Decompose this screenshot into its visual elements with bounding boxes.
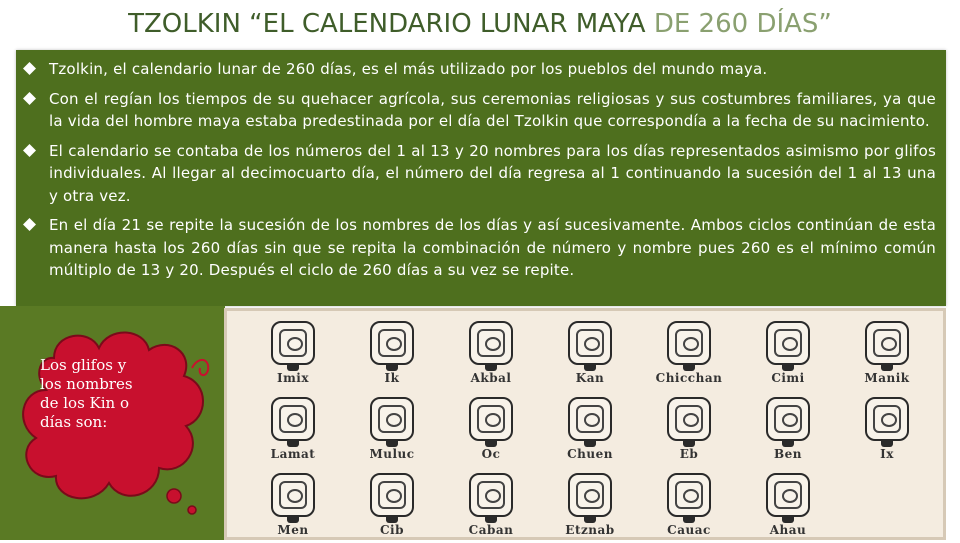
bullet-item-4 bbox=[16, 214, 946, 282]
callout-line: Los glifos y bbox=[40, 356, 127, 374]
glyph-icon bbox=[568, 397, 612, 441]
bullet-text: Con el regían los tiempos de su quehacer agrícola, sus ceremonias religiosas y sus costumbres familiares, ya que la vida del hombre maya estaba predestinada por el día del Tzolkin que correspondía a la fecha de su nacimiento. bbox=[49, 89, 936, 130]
glyph-icon bbox=[568, 321, 612, 365]
glyph-name: Ben bbox=[773, 447, 802, 461]
glyph-icon bbox=[766, 473, 810, 517]
glyph-icon bbox=[469, 321, 513, 365]
glyph-name: Men bbox=[277, 523, 309, 537]
glyph-name: Chicchan bbox=[655, 371, 723, 385]
glyph-name: Lamat bbox=[270, 447, 316, 461]
glyph-name: Cib bbox=[380, 523, 404, 537]
glyph-name: Ahau bbox=[769, 523, 807, 537]
glyph-name: Ix bbox=[880, 447, 894, 461]
glyph-icon bbox=[865, 397, 909, 441]
glyph-etznab bbox=[542, 471, 638, 543]
glyph-icon bbox=[667, 473, 711, 517]
glyph-icon bbox=[370, 397, 414, 441]
glyph-icon bbox=[568, 473, 612, 517]
bullet-item-2 bbox=[16, 88, 946, 133]
glyph-ahau bbox=[740, 471, 836, 543]
callout-line: los nombres bbox=[40, 375, 133, 393]
bullet-text: Tzolkin, el calendario lunar de 260 días, es el más utilizado por los pueblos del mundo maya. bbox=[49, 60, 768, 78]
glyph-chuen bbox=[542, 395, 638, 467]
glyph-icon bbox=[370, 473, 414, 517]
glyph-name: Muluc bbox=[369, 447, 415, 461]
callout-text bbox=[40, 356, 156, 432]
glyph-eb bbox=[641, 395, 737, 467]
glyph-icon bbox=[667, 321, 711, 365]
glyph-imix bbox=[245, 319, 341, 391]
glyph-name: Imix bbox=[276, 371, 310, 385]
glyph-name: Akbal bbox=[470, 371, 512, 385]
bullet-text: El calendario se contaba de los números del 1 al 13 y 20 nombres para los días representados asimismo por glifos individuales. Al llegar al decimocuarto día, el número del día regresa al 1 continuando la sucesión del 1 al 13 una y otra vez. bbox=[49, 141, 936, 205]
glyph-cauac bbox=[641, 471, 737, 543]
diamond-bullet-icon bbox=[23, 92, 36, 105]
maya-glyphs-image bbox=[224, 308, 946, 540]
glyph-icon bbox=[271, 321, 315, 365]
glyph-name: Oc bbox=[481, 447, 501, 461]
glyph-icon bbox=[370, 321, 414, 365]
glyph-icon bbox=[766, 397, 810, 441]
glyph-muluc bbox=[344, 395, 440, 467]
glyph-name: Manik bbox=[864, 371, 910, 385]
diamond-bullet-icon bbox=[23, 144, 36, 157]
glyph-chicchan bbox=[641, 319, 737, 391]
glyph-name: Etznab bbox=[565, 523, 615, 537]
bullet-list bbox=[16, 58, 946, 289]
callout-line: días son: bbox=[40, 413, 108, 431]
callout-line: de los Kin o bbox=[40, 394, 130, 412]
title-faded: DE 260 DÍAS” bbox=[653, 9, 832, 39]
text-panel bbox=[16, 50, 946, 306]
bullet-item-1 bbox=[16, 58, 946, 81]
glyph-men bbox=[245, 471, 341, 543]
glyph-icon bbox=[865, 321, 909, 365]
glyph-caban bbox=[443, 471, 539, 543]
bullet-text: En el día 21 se repite la sucesión de los nombres de los días y así sucesivamente. Ambos ciclos continúan de esta manera hasta los 260 días sin que se repita la combinación de número y nombre pues 260 es el mínimo común múltiplo de 13 y 20. Después el ciclo de 260 días a su vez se repite. bbox=[49, 216, 936, 279]
glyph-icon bbox=[271, 397, 315, 441]
diamond-bullet-icon bbox=[23, 62, 36, 75]
glyph-cib bbox=[344, 471, 440, 543]
glyph-name: Ik bbox=[384, 371, 400, 385]
glyph-oc bbox=[443, 395, 539, 467]
bullet-item-3 bbox=[16, 140, 946, 208]
slide-title bbox=[0, 4, 960, 44]
glyph-icon bbox=[469, 397, 513, 441]
glyph-ben bbox=[740, 395, 836, 467]
glyph-name: Cauac bbox=[667, 523, 711, 537]
diamond-bullet-icon bbox=[23, 218, 36, 231]
glyph-name: Cimi bbox=[771, 371, 805, 385]
glyph-ix bbox=[839, 395, 935, 467]
title-main: TZOLKIN “EL CALENDARIO LUNAR MAYA bbox=[128, 9, 654, 39]
glyph-name: Eb bbox=[679, 447, 699, 461]
glyph-icon bbox=[469, 473, 513, 517]
glyph-name: Kan bbox=[575, 371, 605, 385]
glyph-lamat bbox=[245, 395, 341, 467]
glyph-icon bbox=[667, 397, 711, 441]
glyph-ik bbox=[344, 319, 440, 391]
glyph-name: Caban bbox=[468, 523, 514, 537]
glyph-icon bbox=[271, 473, 315, 517]
glyph-icon bbox=[766, 321, 810, 365]
glyph-name: Chuen bbox=[567, 447, 613, 461]
glyph-kan bbox=[542, 319, 638, 391]
glyph-akbal bbox=[443, 319, 539, 391]
glyph-manik bbox=[839, 319, 935, 391]
glyph-cimi bbox=[740, 319, 836, 391]
